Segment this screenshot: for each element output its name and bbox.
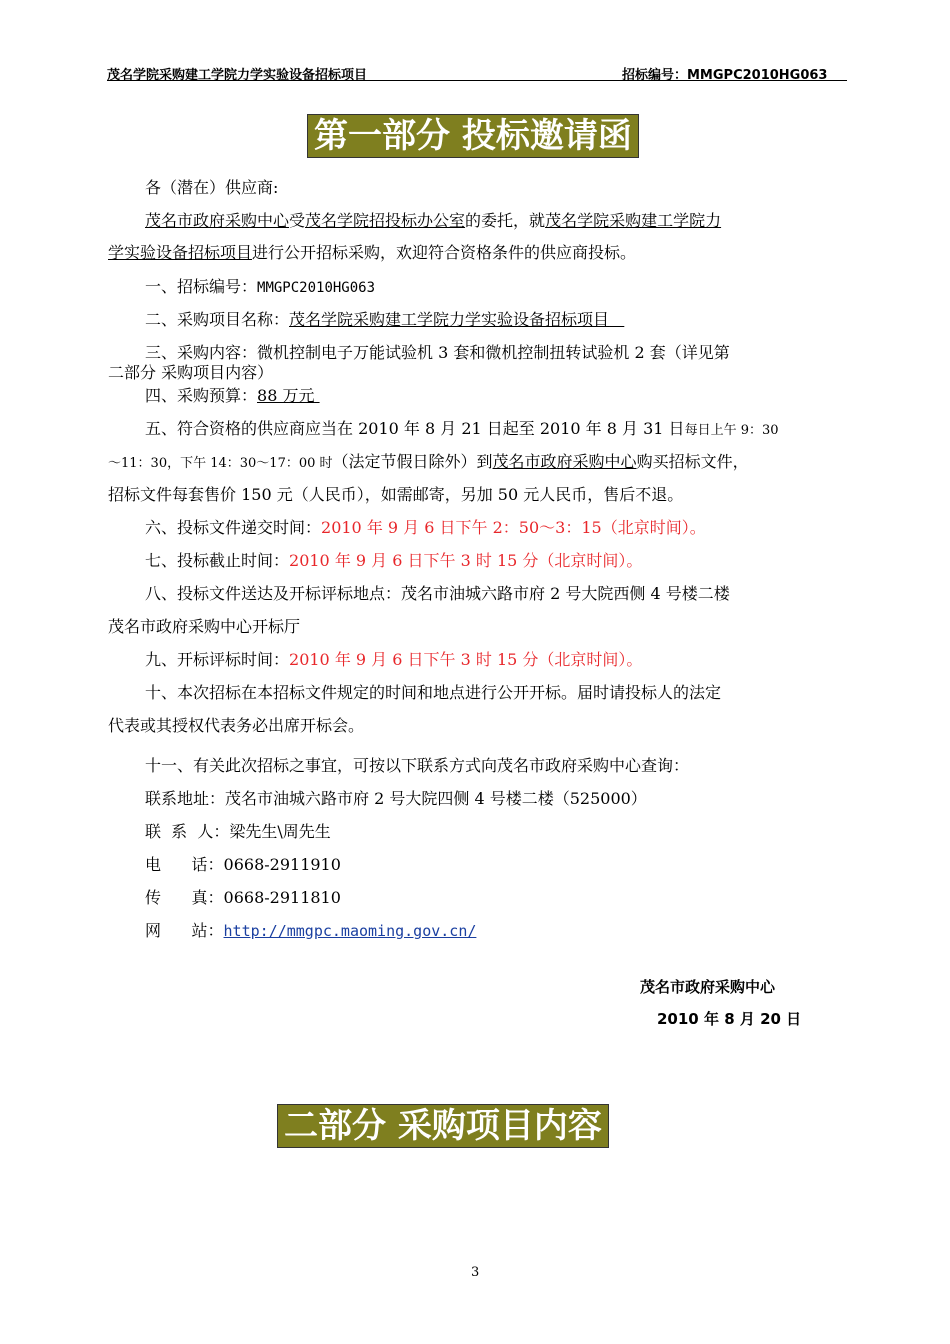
page-number: 3 [471, 1265, 480, 1280]
item-submit-time: 六、投标文件递交时间：2010 年 9 月 6 日下午 2：50～3：15（北京时间）。 [145, 518, 706, 537]
header-tender-number: 招标编号：MMGPC2010HG063 [622, 68, 828, 83]
signature-date: 2010 年 8 月 20 日 [657, 1010, 802, 1028]
contact-person: 联 系 人：梁先生\周先生 [145, 822, 331, 841]
header-project-title: 茂名学院采购建工学院力学实验设备招标项目 [107, 68, 368, 83]
item-location-line-1: 八、投标文件送达及开标评标地点：茂名市油城六路市府 2 号大院西侧 4 号楼二楼 [145, 584, 730, 603]
purchase-center: 茂名市政府采购中心 [492, 452, 637, 471]
signature-org: 茂名市政府采购中心 [640, 978, 776, 996]
item-tender-number: 一、招标编号：MMGPC2010HG063 [145, 277, 376, 296]
section1-title: 第一部分 投标邀请函 [307, 114, 639, 158]
item-project-name: 二、采购项目名称：茂名学院采购建工学院力学实验设备招标项目 [145, 310, 610, 329]
item-budget: 四、采购预算：88 万元 [145, 386, 315, 405]
intro-client: 茂名学院招投标办公室 [305, 211, 466, 230]
item-opening-line-1: 十、本次招标在本招标文件规定的时间和地点进行公开开标。届时请投标人的法定 [145, 683, 722, 702]
intro-org: 茂名市政府采购中心 [145, 211, 290, 230]
contact-address: 联系地址：茂名市油城六路市府 2 号大院四侧 4 号楼二楼（525000） [145, 789, 647, 808]
header-divider [107, 80, 847, 81]
item-location-line-2: 茂名市政府采购中心开标厅 [108, 617, 301, 636]
intro-project: 茂名学院采购建工学院力 [545, 211, 722, 230]
item-opening-time: 九、开标评标时间：2010 年 9 月 6 日下午 3 时 15 分（北京时间）。 [145, 650, 643, 669]
contact-fax: 传 真：0668-2911810 [145, 888, 341, 907]
item-content-line-1: 三、采购内容：微机控制电子万能试验机 3 套和微机控制扭转试验机 2 套（详见第 [145, 343, 730, 362]
item-inquiry: 十一、有关此次招标之事宜，可按以下联系方式向茂名市政府采购中心查询： [145, 756, 690, 775]
intro-line-1: 茂名市政府采购中心受茂名学院招投标办公室的委托，就茂名学院采购建工学院力 [145, 211, 722, 230]
contact-website: 网 站：http://mmgpc.maoming.gov.cn/ [145, 921, 477, 940]
website-link[interactable]: http://mmgpc.maoming.gov.cn/ [223, 922, 477, 940]
item-purchase-line-1: 五、符合资格的供应商应当在 2010 年 8 月 21 日起至 2010 年 8 月 31 日每日上午 9：30 [145, 419, 779, 438]
salutation: 各（潜在）供应商: [145, 178, 279, 197]
item-opening-line-2: 代表或其授权代表务必出席开标会。 [108, 716, 365, 735]
item-purchase-line-2: ～11：30，下午 14：30～17：00 时（法定节假日除外）到茂名市政府采购中心购买招标文件， [108, 452, 749, 471]
item-purchase-line-3: 招标文件每套售价 150 元（人民币），如需邮寄，另加 50 元人民币，售后不退。 [108, 485, 684, 504]
item-deadline: 七、投标截止时间：2010 年 9 月 6 日下午 3 时 15 分（北京时间）。 [145, 551, 643, 570]
item-content-line-2: 二部分 采购项目内容） [108, 363, 274, 382]
intro-line-2: 学实验设备招标项目进行公开招标采购，欢迎符合资格条件的供应商投标。 [108, 243, 637, 262]
contact-tel: 电 话：0668-2911910 [145, 855, 341, 874]
section2-title: 二部分 采购项目内容 [277, 1104, 609, 1148]
